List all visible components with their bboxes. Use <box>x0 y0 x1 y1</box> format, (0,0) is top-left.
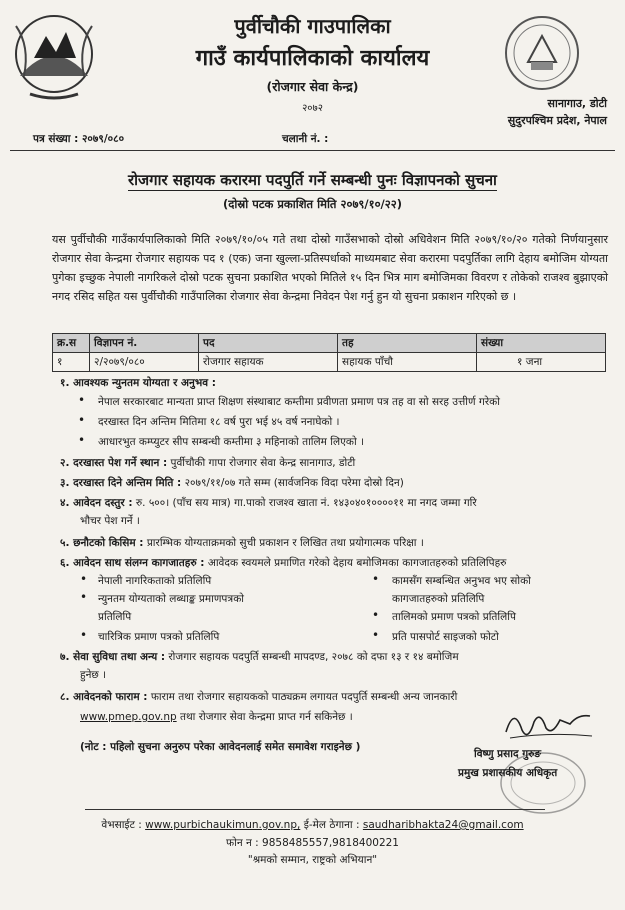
bullet-icon: • <box>372 572 380 586</box>
item-1-bullet-2: दरखास्त दिन अन्तिम मितिमा १८ वर्ष पुरा भई ४५ वर्ष ननाघेको । <box>98 416 340 428</box>
table-cell: २/२०७९/०८० <box>90 353 199 372</box>
footer-phone: फोन न : 9858485557,9818400221 <box>226 837 399 849</box>
col-header: क्र.स <box>53 334 90 353</box>
bullet-icon: • <box>80 572 88 586</box>
document-item: प्रतिलिपि <box>98 611 132 623</box>
item-1-label: १. आवश्यक न्युनतम योग्यता र अनुभव : <box>60 377 216 389</box>
item-5: ५. छनौटको किसिम : प्रारम्भिक योग्यताक्रमको सुची प्रकाशन र लिखित तथा प्रयोगात्मक परिक्षा । <box>60 537 424 549</box>
table-row <box>53 353 606 372</box>
address-line-1: सानागाउ, डोटी <box>547 97 607 110</box>
col-header: पद <box>199 334 338 353</box>
item-2: २. दरखास्त पेश गर्ने स्थान : पुर्वीचौकी गापा रोजगार सेवा केन्द्र सानागाउ, डोटी <box>60 457 356 469</box>
document-item: नेपाली नागरिकताको प्रतिलिपि <box>98 575 212 587</box>
document-item: न्युनतम योग्यताको लब्धाङ्क प्रमाणपत्रको <box>98 593 244 605</box>
notice-subtitle: (दोस्रो पटक प्रकाशित मिति २०७९/१०/२२) <box>223 197 402 211</box>
table-cell: १ जना <box>477 353 606 372</box>
table-header-row <box>53 334 606 353</box>
item-6: ६. आवेदन साथ संलग्न कागजातहरु : आवेदक स्वयमले प्रमाणित गरेको देहाय बमोजिमका कागजातहरुको प्रतिलिपिहरु <box>60 557 507 569</box>
notice-body: यस पुर्वीचौकी गाउँकार्यपालिकाको मिति २०७९/१०/०५ गते तथा दोस्रो गाउँसभाको दोस्रो अधिवेशन मिति २०७९/१०/२० गतेको निर्णयानुसार रोजगार सेवा केन्द्रमा रोजगार सहायक पद १ (एक) जना खुल्ला-प्रतिस्पर्धाको माध्यमबाट सेवा करारमा पदपुर्तिका लागि देहाय बमोजिम योग्यता पुगेका इच्छुक नेपाली नागरिकले दोस्रो पटक सुचना प्रकाशित भएको मितिले १५ दिन भित्र माग बमोजिमका विवरण र तोकेको राजश्व बुझाएको नगद रसिद सहित यस पुर्वीचौकी गाउँपालिका रोजगार सेवा केन्द्रमा निवेदन पेश गर्नु हुन यो सुचना प्रकाशन गरिएको छ । <box>52 233 608 303</box>
office-subtitle: (रोजगार सेवा केन्द्र) <box>266 79 359 94</box>
item-3: ३. दरखास्त दिने अन्तिम मिति : २०७९/११/०७ गते सम्म (सार्वजनिक विदा परेमा दोस्रो दिन) <box>60 477 404 489</box>
bullet-icon: • <box>80 590 88 604</box>
bullet-icon: • <box>78 433 86 447</box>
col-header: विज्ञापन नं. <box>90 334 199 353</box>
document-item: तालिमको प्रमाण पत्रको प्रतिलिपि <box>392 611 516 623</box>
document-item: कागजातहरुको प्रतिलिपि <box>392 593 485 605</box>
website-link[interactable]: www.purbichaukimun.gov.np, <box>145 819 301 831</box>
dispatch-number: चलानी नं. : <box>282 133 329 145</box>
document-item: चारित्रिक प्रमाण पत्रको प्रतिलिपि <box>98 631 220 643</box>
email-link[interactable]: saudharibhakta24@gmail.com <box>362 819 524 831</box>
footer-divider <box>85 809 545 810</box>
header-divider <box>10 150 615 151</box>
signature-icon <box>500 702 600 748</box>
col-header: संख्या <box>477 334 606 353</box>
notice-title: रोजगार सहायक करारमा पदपुर्ति गर्ने सम्बन्धी पुनः विज्ञापनको सुचना <box>128 171 497 189</box>
address-line-2: सुदुरपश्चिम प्रदेश, नेपाल <box>507 114 607 127</box>
note-text: (नोट : पहिलो सुचना अनुरुप परेका आवेदनलाई समेत समावेश गराइनेछ ) <box>80 741 361 753</box>
province-line: २०७२ <box>302 103 323 114</box>
table-cell: १ <box>53 353 90 372</box>
item-8-continued: www.pmep.gov.np तथा रोजगार सेवा केन्द्रमा प्राप्त गर्न सकिनेछ । <box>80 711 353 723</box>
footer-motto: "श्रमको सम्मान, राष्ट्रको अभियान" <box>247 854 378 866</box>
bullet-icon: • <box>78 393 86 407</box>
municipality-name: पुर्वीचौकी गाउपालिका <box>234 14 391 38</box>
vacancy-table <box>52 333 606 372</box>
reference-number: पत्र संख्या : २०७९/०८० <box>33 133 125 145</box>
col-header: तह <box>338 334 477 353</box>
item-4: ४. आवेदन दस्तुर : रु. ५००। (पाँच सय मात्र) गा.पाको राजश्व खाता नं. १४३०४०१००००११ मा नगद जम्मा गरि <box>60 497 477 509</box>
bullet-icon: • <box>372 608 380 622</box>
signatory-designation: प्रमुख प्रशासकीय अधिकृत <box>458 767 558 779</box>
item-1-bullet-1: नेपाल सरकारबाट मान्यता प्राप्त शिक्षण संस्थाबाट कम्तीमा प्रवीणता प्रमाण पत्र तह वा सो सरह उत्तीर्ण गरेको <box>98 396 500 408</box>
item-4-continued: भौचर पेश गर्ने । <box>80 515 140 527</box>
footer-contact-line: वेभसाईट : www.purbichaukimun.gov.np, ई-मेल ठेगाना : saudharibhakta24@gmail.com <box>101 819 524 831</box>
signatory-name: विष्णु प्रसाद गुरुङ <box>474 748 542 760</box>
bullet-icon: • <box>372 628 380 642</box>
bullet-icon: • <box>80 628 88 642</box>
item-7: ७. सेवा सुविधा तथा अन्य : रोजगार सहायक पदपुर्ति सम्बन्धी मापदण्ड, २०७८ को दफा १३ र १४ बमोजिम <box>60 651 459 663</box>
pmep-link[interactable]: www.pmep.gov.np <box>80 711 177 723</box>
table-cell: सहायक पाँचौ <box>338 353 477 372</box>
item-7-continued: हुनेछ । <box>80 669 107 681</box>
office-name: गाउँ कार्यपालिकाको कार्यालय <box>195 46 430 71</box>
item-8: ८. आवेदनको फाराम : फाराम तथा रोजगार सहायकको पाठ्यक्रम लगायत पदपुर्ति सम्बन्धी अन्य जानकारी <box>60 691 458 703</box>
table-cell: रोजगार सहायक <box>199 353 338 372</box>
item-1-bullet-3: आधारभुत कम्प्युटर सीप सम्बन्धी कम्तीमा ३ महिनाको तालिम लिएको । <box>98 436 365 448</box>
bullet-icon: • <box>78 413 86 427</box>
document-item: कामसँग सम्बन्धित अनुभव भए सोको <box>392 575 531 587</box>
document-item: प्रति पासपोर्ट साइजको फोटो <box>392 631 499 643</box>
